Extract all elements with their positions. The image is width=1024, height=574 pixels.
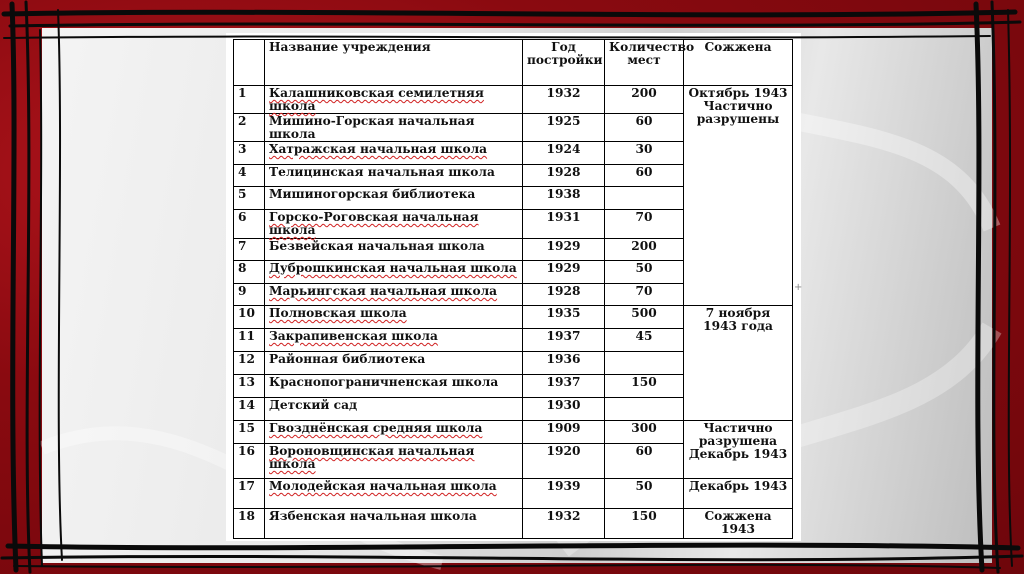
status-group-1: Октябрь 1943 Частично разрушены: [684, 86, 793, 306]
row-num: 3: [234, 142, 265, 165]
row-places: 60: [605, 114, 684, 142]
table-row: [234, 421, 793, 444]
row-year: 1938: [523, 187, 605, 210]
row-year: 1937: [523, 375, 605, 398]
table-header-row: [234, 40, 793, 86]
institutions-table: [233, 39, 793, 539]
row-name: Телицинская начальная школа: [265, 165, 523, 187]
table-row: [234, 306, 793, 329]
row-year: 1931: [523, 210, 605, 239]
row-year: 1928: [523, 284, 605, 306]
row-places: 150: [605, 375, 684, 398]
row-places: 50: [605, 479, 684, 509]
header-name: Название учреждения: [265, 40, 523, 86]
row-num: 1: [234, 86, 265, 114]
row-num: 9: [234, 284, 265, 306]
status-group-4: Декабрь 1943: [684, 479, 793, 509]
row-num: 6: [234, 210, 265, 239]
status-group-3: Частично разрушена Декабрь 1943: [684, 421, 793, 479]
row-year: 1939: [523, 479, 605, 509]
row-year: 1929: [523, 239, 605, 261]
row-places: 45: [605, 329, 684, 352]
row-year: 1932: [523, 509, 605, 539]
row-name: Калашниковская семилетняя школа: [265, 86, 523, 114]
row-num: 18: [234, 509, 265, 539]
row-name: Язбенская начальная школа: [265, 509, 523, 539]
row-places: 300: [605, 421, 684, 444]
row-year: 1932: [523, 86, 605, 114]
row-name: Гвозднёнская средняя школа: [265, 421, 523, 444]
row-places: 70: [605, 210, 684, 239]
row-places: 200: [605, 239, 684, 261]
row-num: 10: [234, 306, 265, 329]
row-year: 1935: [523, 306, 605, 329]
row-name: Молодейская начальная школа: [265, 479, 523, 509]
row-name: Мишиногорская библиотека: [265, 187, 523, 210]
row-year: 1928: [523, 165, 605, 187]
row-name: Горско-Роговская начальная школа: [265, 210, 523, 239]
row-year: 1929: [523, 261, 605, 284]
row-places: 200: [605, 86, 684, 114]
row-name: Безвейская начальная школа: [265, 239, 523, 261]
row-num: 13: [234, 375, 265, 398]
row-places: [605, 398, 684, 421]
table-row: [234, 509, 793, 539]
row-places: 70: [605, 284, 684, 306]
row-num: 7: [234, 239, 265, 261]
row-name: Районная библиотека: [265, 352, 523, 375]
row-name: Вороновщинская начальная школа: [265, 444, 523, 479]
row-year: 1920: [523, 444, 605, 479]
table-row: [234, 86, 793, 114]
row-num: 17: [234, 479, 265, 509]
row-num: 2: [234, 114, 265, 142]
row-name: Полновская школа: [265, 306, 523, 329]
row-year: 1925: [523, 114, 605, 142]
row-places: 30: [605, 142, 684, 165]
row-num: 4: [234, 165, 265, 187]
row-places: 50: [605, 261, 684, 284]
row-num: 5: [234, 187, 265, 210]
row-name: Краснопограничненская школа: [265, 375, 523, 398]
row-num: 16: [234, 444, 265, 479]
row-places: [605, 187, 684, 210]
row-name: Детский сад: [265, 398, 523, 421]
row-places: 500: [605, 306, 684, 329]
header-num: [234, 40, 265, 86]
header-burned: Сожжена: [684, 40, 793, 86]
row-places: 60: [605, 165, 684, 187]
table-row: [234, 479, 793, 509]
row-name: Хатражская начальная школа: [265, 142, 523, 165]
row-places: [605, 352, 684, 375]
row-year: 1936: [523, 352, 605, 375]
table-move-handle[interactable]: +: [794, 282, 803, 293]
row-num: 15: [234, 421, 265, 444]
header-year: Год постройки: [523, 40, 605, 86]
header-places: Количество мест: [605, 40, 684, 86]
row-year: 1909: [523, 421, 605, 444]
row-num: 12: [234, 352, 265, 375]
row-name: Марьингская начальная школа: [265, 284, 523, 306]
status-group-5: Сожжена 1943: [684, 509, 793, 539]
row-places: 150: [605, 509, 684, 539]
row-name: Мишино-Горская начальная школа: [265, 114, 523, 142]
row-num: 11: [234, 329, 265, 352]
row-name: Закрапивенская школа: [265, 329, 523, 352]
row-num: 8: [234, 261, 265, 284]
row-name: Дуброшкинская начальная школа: [265, 261, 523, 284]
row-places: 60: [605, 444, 684, 479]
status-group-2: 7 ноября 1943 года: [684, 306, 793, 421]
row-year: 1930: [523, 398, 605, 421]
row-year: 1937: [523, 329, 605, 352]
row-year: 1924: [523, 142, 605, 165]
row-num: 14: [234, 398, 265, 421]
